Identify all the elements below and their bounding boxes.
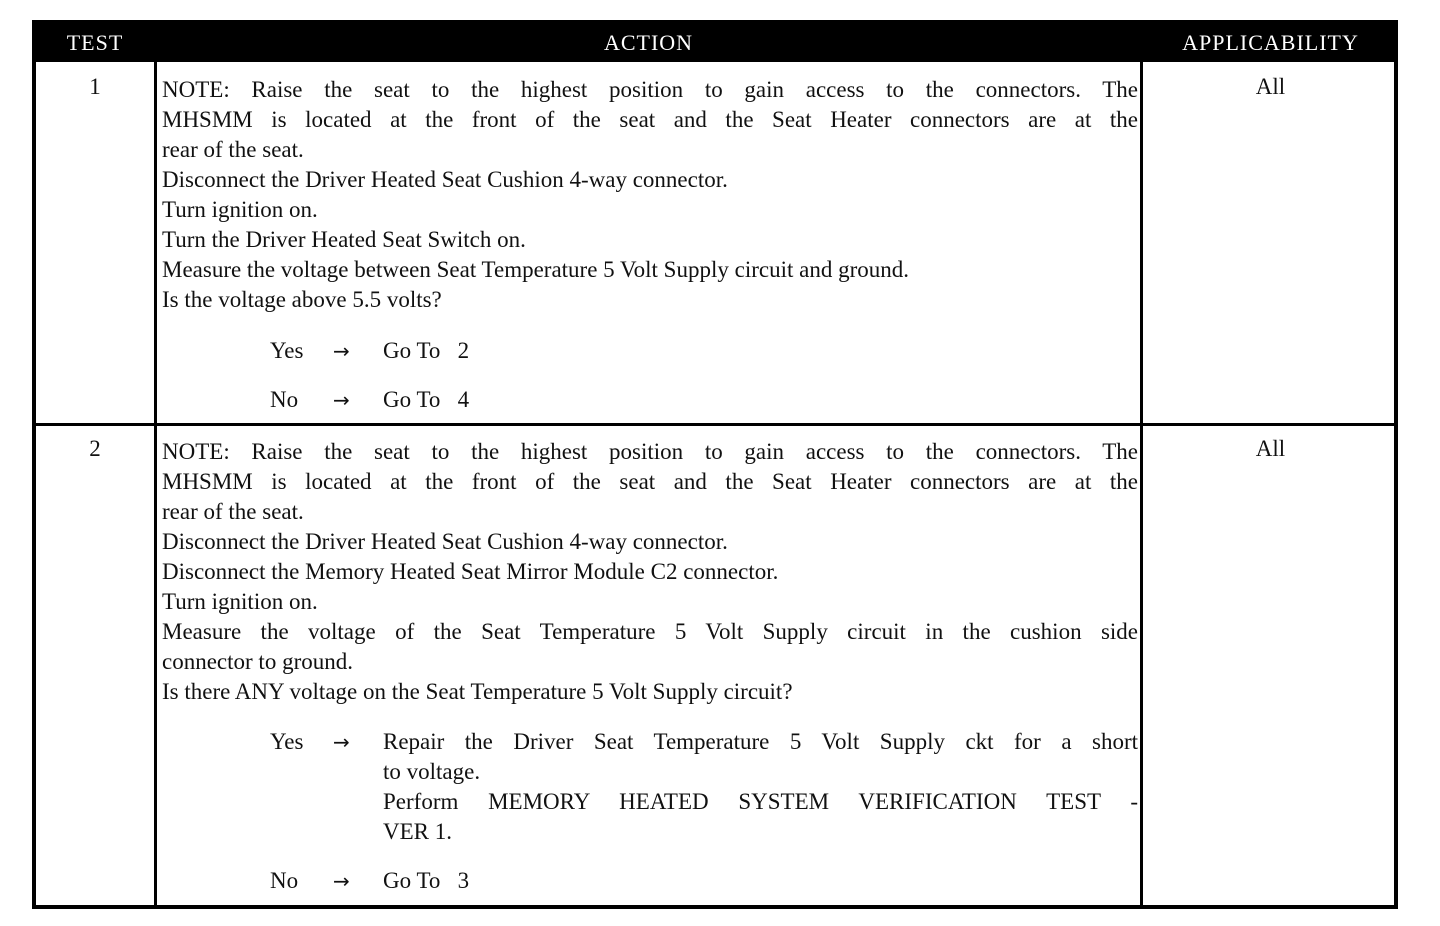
action-line: Disconnect the Memory Heated Seat Mirror Module C2 connector.	[162, 559, 779, 584]
column-divider	[154, 62, 157, 905]
diagnostic-test-table	[32, 20, 1398, 909]
action-line: Measure the voltage between Seat Temperature 5 Volt Supply circuit and ground.	[162, 257, 909, 282]
test-number: 2	[89, 436, 101, 461]
test-number: 1	[89, 74, 101, 99]
applicability-value: All	[1255, 74, 1286, 99]
action-line: Turn the Driver Heated Seat Switch on.	[162, 227, 526, 252]
result-line: VER 1.	[383, 819, 452, 844]
action-line: MHSMM is located at the front of the seat and the Seat Heater connectors are at the	[162, 469, 1138, 494]
action-line: Measure the voltage of the Seat Temperature 5 Volt Supply circuit in the cushion side	[162, 619, 1138, 644]
action-line: MHSMM is located at the front of the seat and the Seat Heater connectors are at the	[162, 107, 1138, 132]
action-text	[162, 75, 1138, 315]
action-line: rear of the seat.	[162, 499, 304, 524]
header-applicability: APPLICABILITY	[1182, 30, 1359, 55]
action-line: NOTE: Raise the seat to the highest position to gain access to the connectors. The	[162, 77, 1138, 102]
header-action: ACTION	[603, 30, 694, 55]
arrow-right-icon: →	[333, 388, 350, 412]
action-line: Disconnect the Driver Heated Seat Cushion 4-way connector.	[162, 167, 728, 192]
yes-label: Yes	[270, 338, 304, 363]
result-line: Perform MEMORY HEATED SYSTEM VERIFICATION TEST -	[383, 789, 1138, 814]
arrow-right-icon: →	[333, 869, 350, 893]
action-line: Disconnect the Driver Heated Seat Cushion 4-way connector.	[162, 529, 728, 554]
yes-result	[383, 727, 1138, 847]
header-test: TEST	[66, 30, 124, 55]
action-line: Turn ignition on.	[162, 197, 318, 222]
applicability-value: All	[1255, 436, 1286, 461]
action-line: Turn ignition on.	[162, 589, 318, 614]
yes-label: Yes	[270, 729, 304, 754]
no-label: No	[270, 387, 299, 412]
result-line: to voltage.	[383, 759, 481, 784]
no-label: No	[270, 868, 299, 893]
action-line: Is there ANY voltage on the Seat Temperature 5 Volt Supply circuit?	[162, 679, 793, 704]
arrow-right-icon: →	[333, 339, 350, 363]
result-line: Repair the Driver Seat Temperature 5 Volt Supply ckt for a short	[383, 729, 1138, 754]
arrow-right-icon: →	[333, 730, 350, 754]
row-divider	[36, 423, 1394, 426]
action-line: NOTE: Raise the seat to the highest position to gain access to the connectors. The	[162, 439, 1138, 464]
action-line: rear of the seat.	[162, 137, 304, 162]
action-text	[162, 437, 1138, 707]
yes-result: Go To 2	[383, 338, 470, 363]
action-line: Is the voltage above 5.5 volts?	[162, 287, 442, 312]
no-result: Go To 4	[383, 387, 470, 412]
column-divider	[1140, 62, 1143, 905]
action-line: connector to ground.	[162, 649, 353, 674]
no-result: Go To 3	[383, 868, 470, 893]
table-header	[36, 24, 1394, 62]
